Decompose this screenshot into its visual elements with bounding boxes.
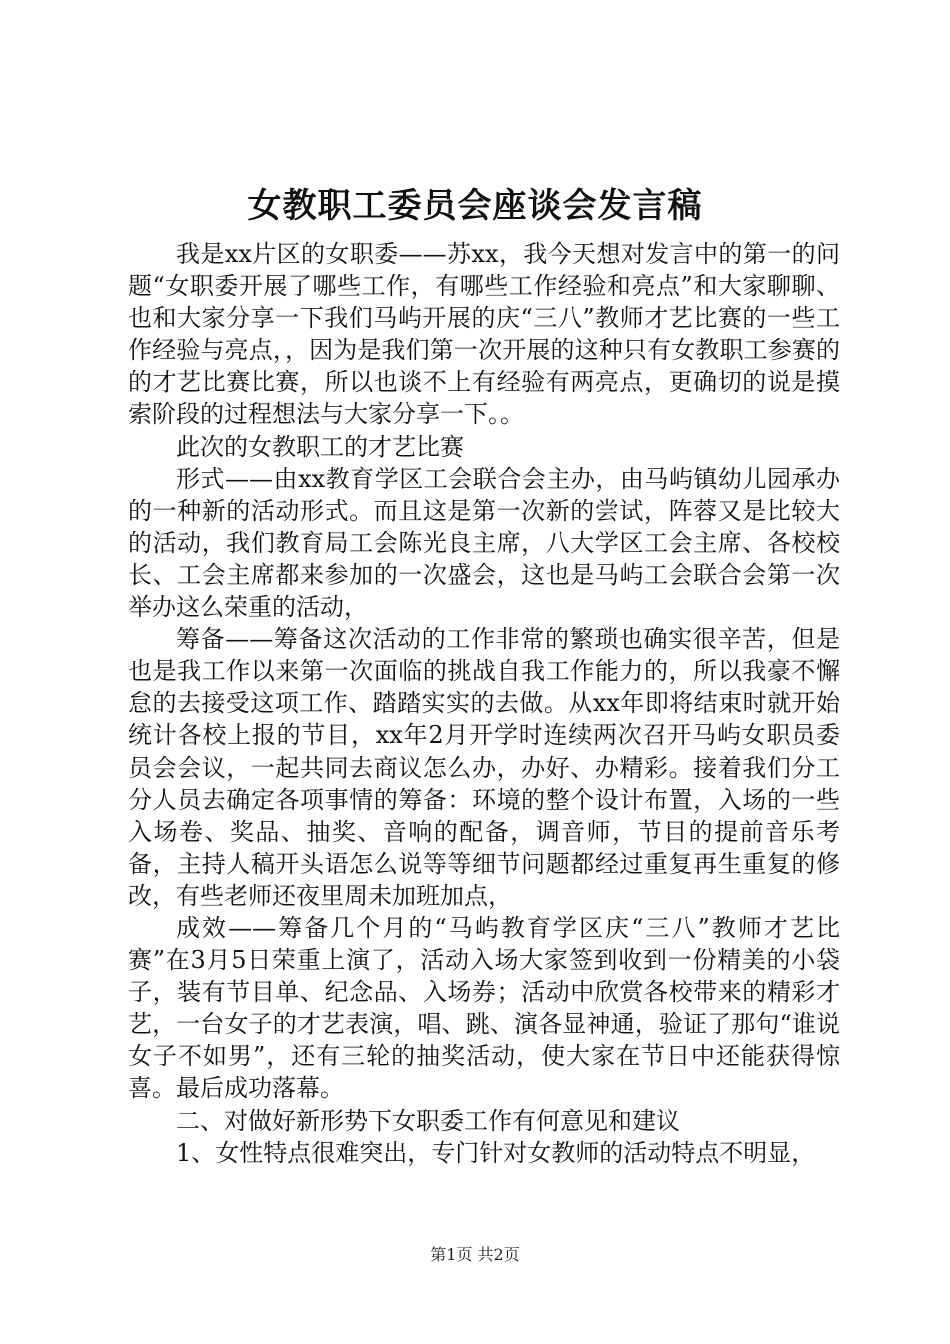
paragraph-preparation: 筹备——筹备这次活动的工作非常的繁琐也确实很辛苦，但是也是我工作以来第一次面临的挑战自我工作能力的，所以我豪不懈怠的去接受这项工作、踏踏实实的去做。从xx年即将结束时就开始统计各校上报的节目，xx年2月开学时连续两次召开马屿女职员委员会会议，一起共同去商议怎么办，办好、办精彩。接着我们分工分人员去确定各项事情的筹备：环境的整个设计布置，入场的一些入场卷、奖品、抽奖、音响的配备，调音师，节目的提前音乐考备，主持人稿开头语怎么说等等细节问题都经过重复再生重复的修改，有些老师还夜里周未加班加点，: [128, 625, 840, 910]
document-title: 女教职工委员会座谈会发言稿: [247, 186, 703, 226]
paragraph-point-one: 1、女性特点很难突出，专门针对女教师的活动特点不明显，: [176, 1138, 816, 1167]
document-body: [128, 238, 840, 1169]
paragraph-section-heading: 此次的女教职工的才艺比赛: [176, 432, 464, 461]
paragraph-intro: 我是xx片区的女职委——苏xx，我今天想对发言中的第一的问题“女职委开展了哪些工作，有哪些工作经验和亮点”和大家聊聊、也和大家分享一下我们马屿开展的庆“三八”教师才艺比赛的一些工作经验与亮点，，因为是我们第一次开展的这种只有女教职工参赛的的才艺比赛比赛，所以也谈不上有经验有两亮点，更确切的说是摸索阶段的过程想法与大家分享一下。。: [128, 240, 840, 429]
paragraph-section-two-heading: 二、对做好新形势下女职委工作有何意见和建议: [176, 1106, 680, 1135]
paragraph-form: 形式——由xx教育学区工会联合会主办，由马屿镇幼儿园承办的一种新的活动形式。而且这是第一次新的尝试，阵蓉又是比较大的活动，我们教育局工会陈光良主席，八大学区工会主席、各校校长、工会主席都来参加的一次盛会，这也是马屿工会联合会第一次举办这么荣重的活动，: [128, 464, 840, 622]
paragraph-results: 成效——筹备几个月的“马屿教育学区庆“三八”教师才艺比赛”在3月5日荣重上演了，活动入场大家签到收到一份精美的小袋子，装有节目单、纪念品、入场券；活动中欣赏各校带来的精彩才艺，一台女子的才艺表演，唱、跳、演各显神通，验证了那句“谁说女子不如男”，还有三轮的抽奖活动，使大家在节日中还能获得惊喜。最后成功落幕。: [128, 913, 840, 1103]
page-number-footer: 第1页 共2页: [430, 1245, 520, 1264]
